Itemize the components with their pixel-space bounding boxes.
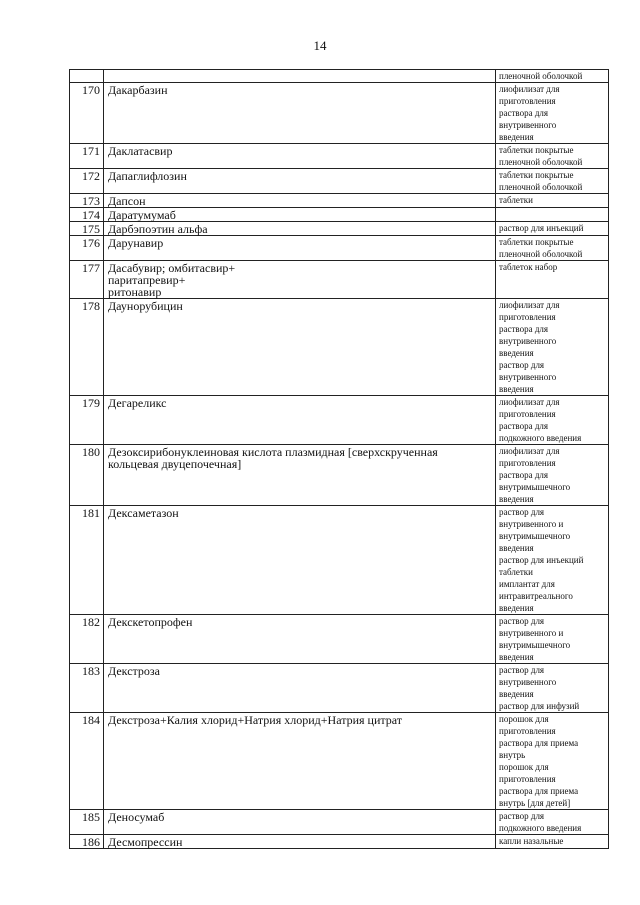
dosage-form-cell [496,396,609,445]
drug-name-cell [104,222,496,236]
table-row [70,261,609,299]
row-number: 176 [70,236,104,261]
dosage-form-line: пленочной оболочкой [499,157,583,167]
dosage-form-line: таблетки покрытые [499,145,574,155]
drug-name-cell [104,144,496,169]
dosage-form-line: раствора для [499,108,549,118]
dosage-form-cell [496,261,609,299]
dosage-form-line: имплантат для [499,579,555,589]
row-number: 180 [70,445,104,506]
drug-name-cell [104,236,496,261]
drug-name: Декстроза+Калия хлорид+Натрия хлорид+Натрия цитрат [108,713,403,727]
row-number: 171 [70,144,104,169]
dosage-form-line: лиофилизат для [499,446,560,456]
drug-name-cell [104,299,496,396]
row-number: 183 [70,664,104,713]
dosage-form-cell [496,615,609,664]
dosage-form-line: пленочной оболочкой [499,249,583,259]
dosage-form-line: внутримышечного [499,640,571,650]
dosage-form-line: приготовления [499,312,556,322]
dosage-form-line: таблетки [499,195,534,205]
dosage-form-line: лиофилизат для [499,84,560,94]
table-row [70,83,609,144]
table-row [70,70,609,83]
table-row [70,713,609,810]
dosage-form-cell [496,83,609,144]
row-number: 175 [70,222,104,236]
drug-name-cell [104,194,496,208]
dosage-form-cell [496,506,609,615]
drug-name-cell [104,713,496,810]
dosage-form-line: интравитреального [499,591,573,601]
drug-name: кольцевая двуцепочечная] [108,457,242,471]
dosage-form-line: внутримышечного [499,531,571,541]
dosage-form-line: подкожного введения [499,433,582,443]
row-number: 178 [70,299,104,396]
dosage-form-cell [496,713,609,810]
dosage-form-line: пленочной оболочкой [499,71,583,81]
row-number: 181 [70,506,104,615]
drug-name: Дапаглифлозин [108,169,187,183]
dosage-form-line: введения [499,348,534,358]
drug-name: Деносумаб [108,810,165,824]
dosage-form-line: внутривенного [499,120,557,130]
row-number: 185 [70,810,104,835]
drug-name: Декстроза [108,664,160,678]
drug-name-cell [104,835,496,849]
dosage-form-line: приготовления [499,96,556,106]
drug-name-cell [104,70,496,83]
drug-name: Дарунавир [108,236,164,250]
table-row [70,208,609,222]
dosage-form-line: внутривенного [499,372,557,382]
dosage-form-line: таблетки покрытые [499,237,574,247]
row-number: 174 [70,208,104,222]
table-row [70,810,609,835]
dosage-form-line: порошок для [499,762,549,772]
drug-name: паритапревир+ [108,273,186,287]
dosage-form-line: введения [499,384,534,394]
dosage-form-line: порошок для [499,714,549,724]
dosage-form-cell [496,208,609,222]
page-number: 14 [313,38,327,53]
dosage-form-line: таблетки покрытые [499,170,574,180]
dosage-form-cell [496,835,609,849]
drug-name: Десмопрессин [108,835,183,849]
dosage-form-line: введения [499,652,534,662]
drug-name: Даклатасвир [108,144,173,158]
drug-name-cell [104,445,496,506]
dosage-form-line: лиофилизат для [499,300,560,310]
drug-name-cell [104,396,496,445]
dosage-form-line: раствора для [499,324,549,334]
dosage-form-line: пленочной оболочкой [499,182,583,192]
table-row [70,664,609,713]
dosage-form-line: раствор для инъекций [499,223,584,233]
dosage-form-line: раствор для [499,665,545,675]
drug-name: ритонавир [108,285,162,299]
dosage-form-line: приготовления [499,458,556,468]
table-row [70,396,609,445]
dosage-form-line: раствора для [499,421,549,431]
table-row [70,194,609,208]
drug-name: Дапсон [108,194,146,208]
dosage-form-line: таблеток набор [499,262,558,272]
dosage-form-line: внутривенного [499,677,557,687]
dosage-form-line: введения [499,132,534,142]
drug-name-cell [104,615,496,664]
dosage-form-line: раствор для инъекций [499,555,584,565]
dosage-form-line: введения [499,543,534,553]
dosage-form-line: раствор для [499,811,545,821]
drug-name: Даунорубицин [108,299,183,313]
drug-name: Дакарбазин [108,83,168,97]
drug-name: Дасабувир; омбитасвир+ [108,261,236,275]
dosage-form-line: раствора для [499,470,549,480]
table-row [70,236,609,261]
dosage-form-line: раствор для [499,616,545,626]
dosage-form-cell [496,70,609,83]
dosage-form-cell [496,194,609,208]
row-number: 182 [70,615,104,664]
dosage-form-cell [496,144,609,169]
drug-name-cell [104,83,496,144]
drug-name: Дарбэпоэтин альфа [108,222,208,236]
dosage-form-cell [496,664,609,713]
table-row [70,835,609,849]
dosage-form-line: раствора для приема [499,738,579,748]
table-row [70,615,609,664]
dosage-form-line: раствор для [499,507,545,517]
dosage-form-line: лиофилизат для [499,397,560,407]
table-row [70,144,609,169]
dosage-form-line: внутривенного и [499,519,564,529]
dosage-form-cell [496,810,609,835]
row-number: 179 [70,396,104,445]
table-row [70,506,609,615]
dosage-form-line: раствора для приема [499,786,579,796]
dosage-form-line: приготовления [499,409,556,419]
row-number: 170 [70,83,104,144]
table-row [70,445,609,506]
drug-name: Дексаметазон [108,506,179,520]
dosage-form-line: введения [499,603,534,613]
dosage-form-line: введения [499,689,534,699]
dosage-form-cell [496,169,609,194]
row-number [70,70,104,83]
drug-name-cell [104,169,496,194]
dosage-form-line: внутримышечного [499,482,571,492]
table-row [70,299,609,396]
dosage-form-cell [496,299,609,396]
drug-name-cell [104,208,496,222]
dosage-form-cell [496,445,609,506]
dosage-form-line: внутривенного [499,336,557,346]
drug-name: Даратумумаб [108,208,176,222]
dosage-form-line: введения [499,494,534,504]
row-number: 177 [70,261,104,299]
drug-name: Дегареликс [108,396,167,410]
drug-table [69,69,609,849]
dosage-form-line: капли назальные [499,836,564,846]
drug-name: Декскетопрофен [108,615,193,629]
row-number: 184 [70,713,104,810]
dosage-form-line: внутрь [для детей] [499,798,571,808]
drug-name-cell [104,810,496,835]
dosage-form-line: приготовления [499,726,556,736]
row-number: 186 [70,835,104,849]
dosage-form-line: внутрь [499,750,526,760]
dosage-form-cell [496,222,609,236]
dosage-form-line: внутривенного и [499,628,564,638]
drug-name-cell [104,261,496,299]
dosage-form-line: раствор для [499,360,545,370]
drug-name: Дезоксирибонуклеиновая кислота плазмидная [сверхскрученная [108,445,438,459]
dosage-form-line: таблетки [499,567,534,577]
row-number: 172 [70,169,104,194]
dosage-form-line: раствор для инфузий [499,701,580,711]
table-row [70,222,609,236]
drug-name-cell [104,664,496,713]
dosage-form-line: подкожного введения [499,823,582,833]
drug-name-cell [104,506,496,615]
dosage-form-cell [496,236,609,261]
dosage-form-line: приготовления [499,774,556,784]
table-row [70,169,609,194]
row-number: 173 [70,194,104,208]
